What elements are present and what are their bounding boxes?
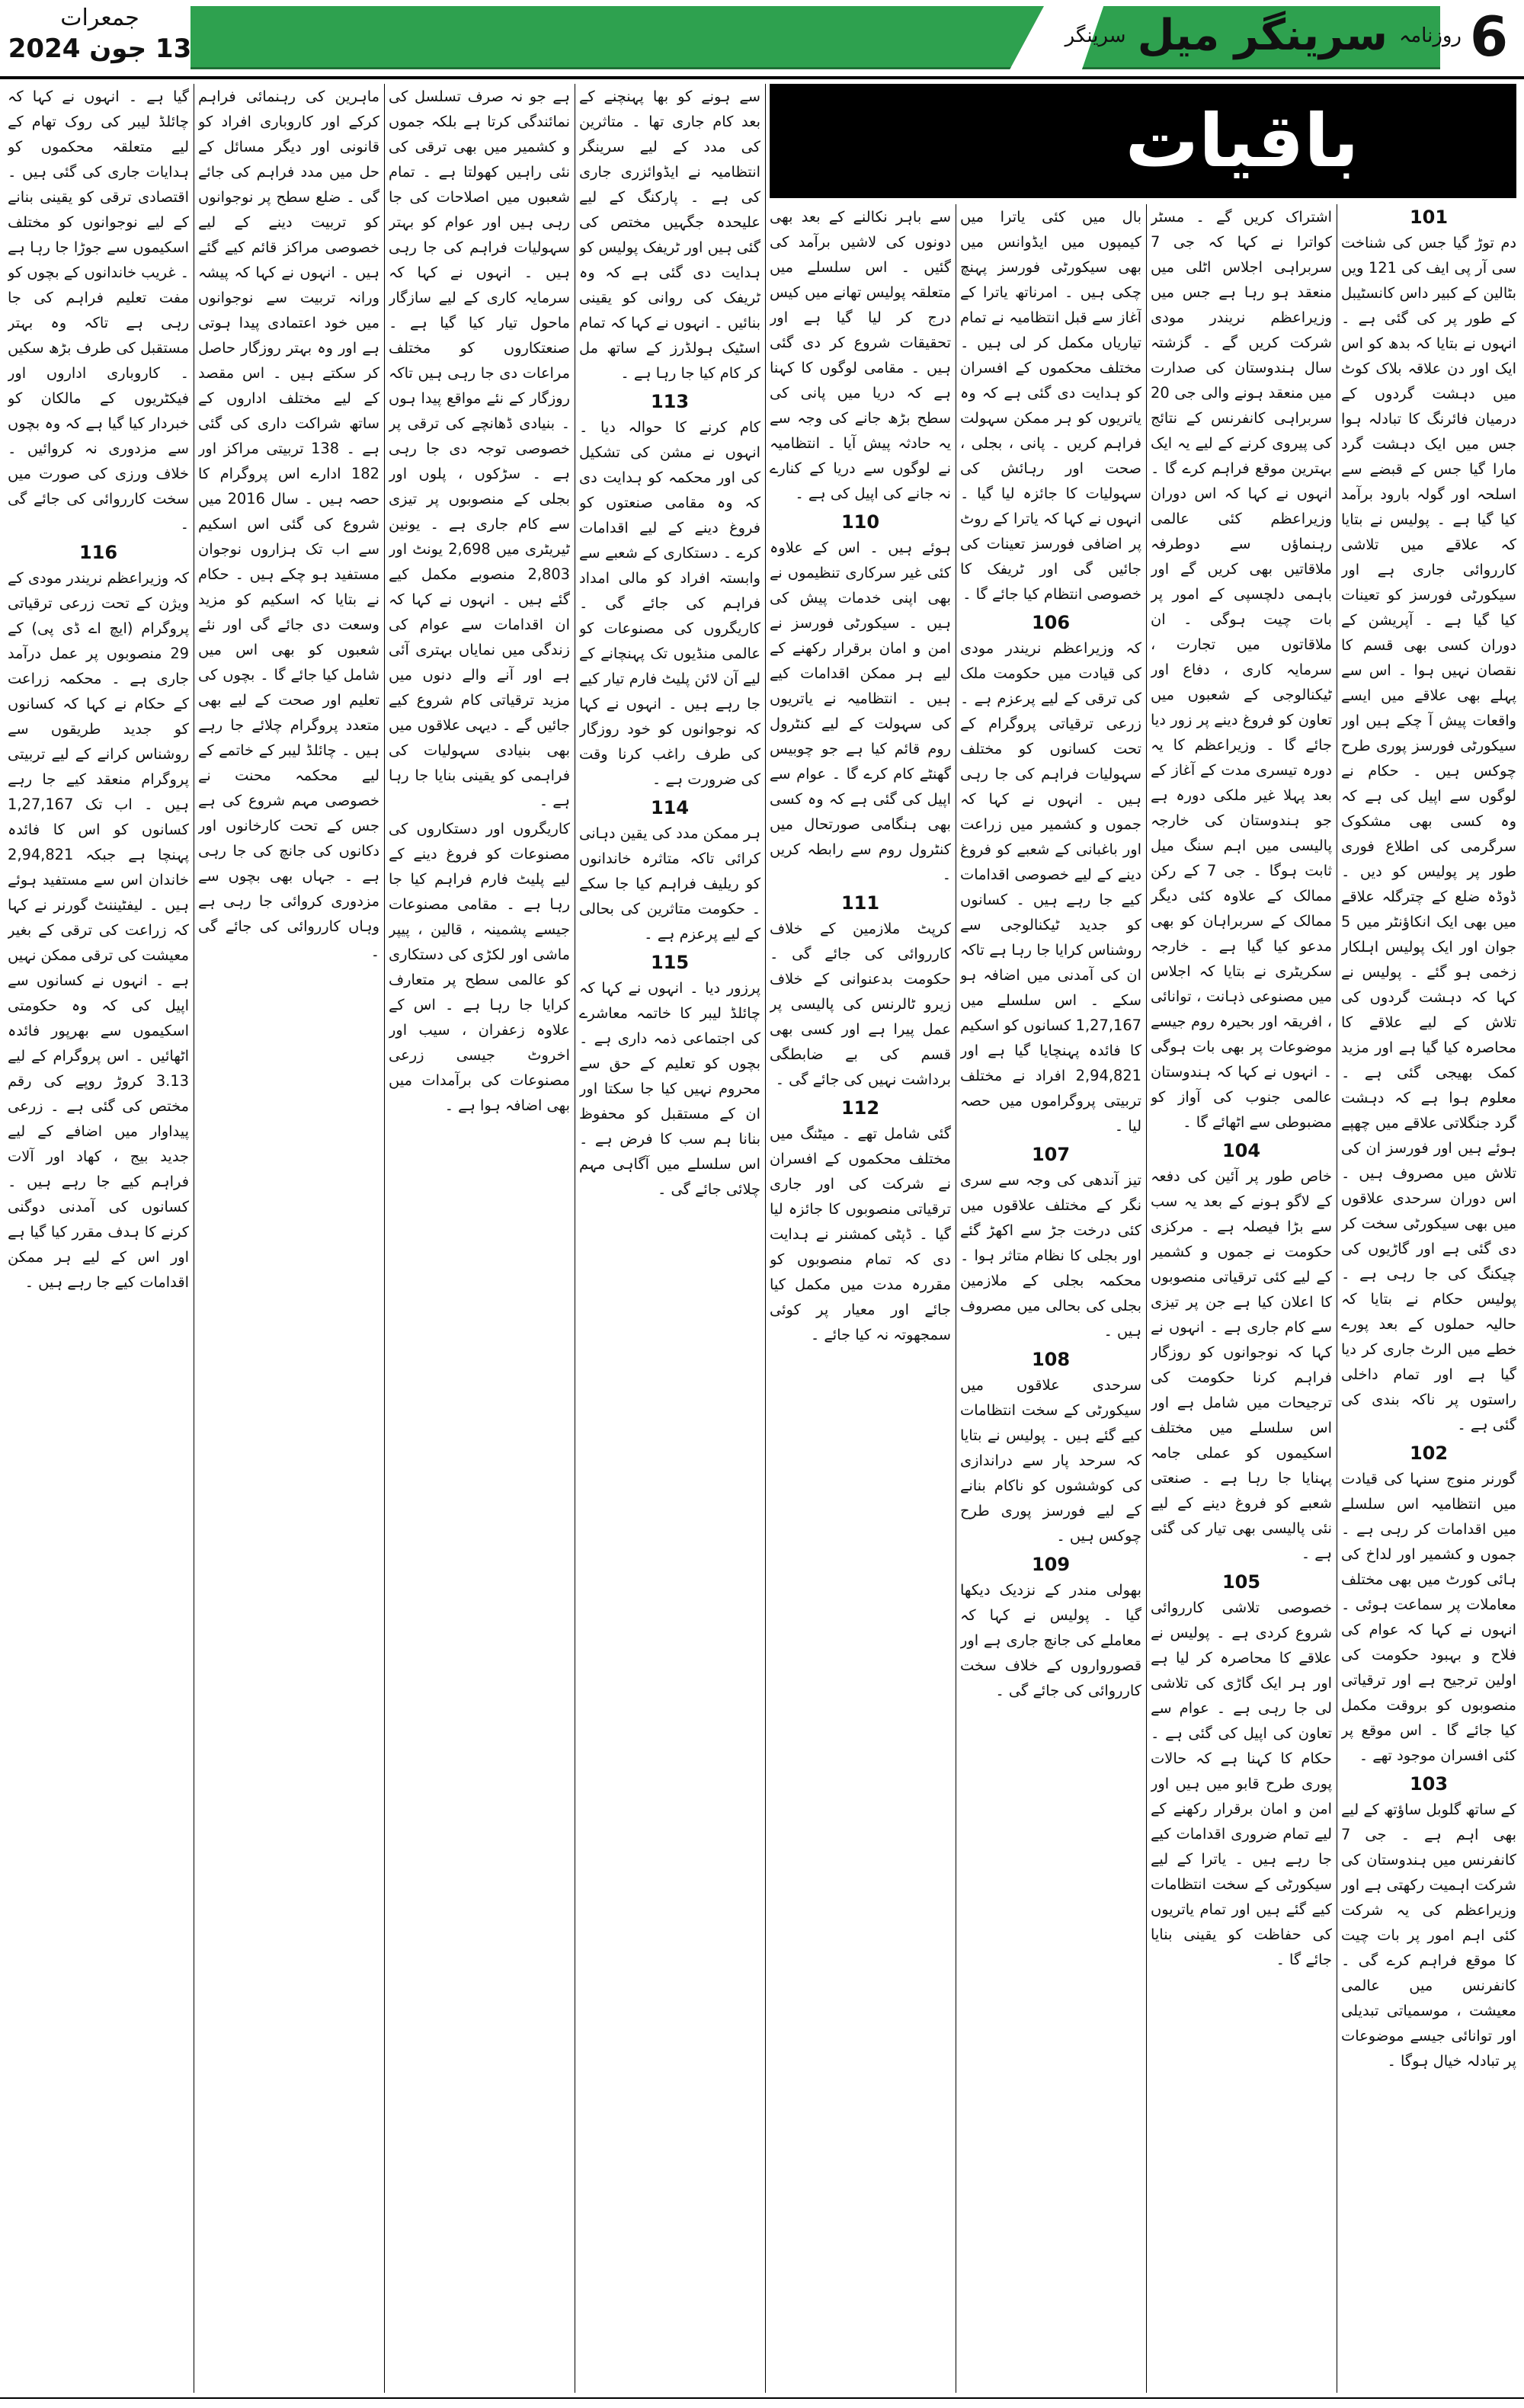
item-number: 109	[1031, 1554, 1071, 1575]
header-band-left	[190, 6, 1044, 69]
story-text: گیا ہے ۔ انہوں نے کہا کہ چائلڈ لیبر کی روک تھام کے لیے متعلقہ محکموں کو ہدایات جاری کی گئی ہیں ۔ اقتصادی ترقی کو یقینی بنانے کے لیے نوجوانوں کو مختلف اسکیموں سے جوڑا جا رہا ہے ۔ غریب خاندانوں کے بچوں کو مفت تعلیم فراہم کی جا رہی ہے تاکہ وہ بہتر مستقبل کی طرف بڑھ سکیں ۔ کاروباری اداروں اور فیکٹریوں کے مالکان کو خبردار کیا گیا ہے کہ وہ بچوں سے مزدوری نہ کروائیں ۔ خلاف ورزی کی صورت میں سخت کارروائی کی جائے گی ۔	[8, 88, 189, 533]
masthead-prefix: روزنامہ	[1399, 24, 1462, 47]
story-text: اشتراک کریں گے ۔ مسٹر کواترا نے کہا کہ جی 7 سربراہی اجلاس اٹلی میں منعقد ہو رہا ہے جس میں وزیراعظم نریندر مودی شرکت کریں گے ۔ گزشتہ سال ہندوستان کی صدارت میں منعقد ہونے والی جی 20 سربراہی کانفرنس کے نتائج کی پیروی کرنے کے لیے یہ ایک بہترین موقع فراہم کرے گا ۔ انہوں نے کہا کہ اس دوران وزیراعظم کئی عالمی رہنماؤں سے دوطرفہ ملاقاتیں بھی کریں گے اور باہمی دلچسپی کے امور پر بات چیت ہوگی ۔ ان ملاقاتوں میں تجارت ، سرمایہ کاری ، دفاع اور ٹیکنالوجی کے شعبوں میں تعاون کو فروغ دینے پر زور دیا جائے گا ۔ وزیراعظم کا یہ دورہ تیسری مدت کے آغاز کے بعد پہلا غیر ملکی دورہ ہے جو ہندوستان کی خارجہ پالیسی میں اہم سنگ میل ثابت ہوگا ۔ جی 7 کے رکن ممالک کے علاوہ کئی دیگر ممالک کے سربراہان کو بھی مدعو کیا گیا ہے ۔ خارجہ سکریٹری نے بتایا کہ اجلاس میں مصنوعی ذہانت ، توانائی ، افریقہ اور بحیرہ روم جیسے موضوعات پر بھی بات ہوگی ۔ انہوں نے کہا کہ ہندوستان عالمی جنوب کی آواز کو مضبوطی سے اٹھائے گا ۔	[1151, 208, 1332, 1131]
item-number: 105	[1221, 1571, 1261, 1593]
story-text: کہ وزیراعظم نریندر مودی کے ویژن کے تحت زرعی ترقیاتی پروگرام (ایچ اے ڈی پی) کے 29 منصوبوں پر عمل درآمد جاری ہے ۔ محکمہ زراعت کے حکام نے کہا کہ کسانوں کو جدید طریقوں سے روشناس کرانے کے لیے تربیتی پروگرام منعقد کیے جا رہے ہیں ۔ اب تک 1,27,167 کسانوں کو اس کا فائدہ پہنچا ہے جبکہ 2,94,821 خاندان اس سے مستفید ہوئے ہیں ۔ لیفٹیننٹ گورنر نے کہا کہ زراعت کی ترقی کے بغیر معیشت کی ترقی ممکن نہیں ہے ۔ انہوں نے کسانوں سے اپیل کی کہ وہ حکومتی اسکیموں سے بھرپور فائدہ اٹھائیں ۔ اس پروگرام کے لیے 3.13 کروڑ روپے کی رقم مختص کی گئی ہے ۔ زرعی پیداوار میں اضافے کے لیے جدید بیج ، کھاد اور آلات فراہم کیے جا رہے ہیں ۔ کسانوں کی آمدنی دوگنی کرنے کا ہدف مقرر کیا گیا ہے اور اس کے لیے ہر ممکن اقدامات کیے جا رہے ہیں ۔	[8, 569, 189, 1291]
column-rule	[765, 84, 766, 2393]
story-text: بال میں کئی یاترا میں کیمپوں میں ایڈوانس میں بھی سیکورٹی فورسز پہنچ چکی ہیں ۔ امرناتھ یاترا کے آغاز سے قبل انتظامیہ نے تمام تیاریاں مکمل کر لی ہیں ۔ مختلف محکموں کے افسران کو ہدایت دی گئی ہے کہ وہ یاتریوں کو ہر ممکن سہولت فراہم کریں ۔ پانی ، بجلی ، صحت اور رہائش کی سہولیات کا جائزہ لیا گیا ۔ انہوں نے کہا کہ یاترا کے روٹ پر اضافی فورسز تعینات کی جائیں گی اور ٹریفک کا خصوصی انتظام کیا جائے گا ۔	[960, 208, 1141, 603]
issue-date: 13 جون 2024	[8, 34, 192, 64]
story-text: خصوصی تلاشی کارروائی شروع کردی ہے ۔ پولیس نے علاقے کا محاصرہ کر لیا ہے اور ہر ایک گاڑی کی تلاشی لی جا رہی ہے ۔ عوام سے تعاون کی اپیل کی گئی ہے ۔ حکام کا کہنا ہے کہ حالات پوری طرح قابو میں ہیں اور امن و امان برقرار رکھنے کے لیے تمام ضروری اقدامات کیے جا رہے ہیں ۔ یاترا کے لیے سیکورٹی کے سخت انتظامات کیے گئے ہیں اور تمام یاتریوں کی حفاظت کو یقینی بنایا جائے گا ۔	[1151, 1599, 1332, 1968]
item-number: 106	[1031, 612, 1071, 633]
story-text: سرحدی علاقوں میں سیکورٹی کے سخت انتظامات کیے گئے ہیں ۔ پولیس نے بتایا کہ سرحد پار سے دراندازی کی کوششوں کو ناکام بنانے کے لیے فورسز پوری طرح چوکس ہیں ۔	[960, 1376, 1141, 1545]
masthead-name: سرینگر میل	[1137, 11, 1388, 60]
news-column	[770, 204, 951, 2393]
story-text: ہوئے ہیں ۔ اس کے علاوہ کئی غیر سرکاری تنظیموں نے بھی اپنی خدمات پیش کی ہیں ۔ سیکورٹی فورسز نے امن و امان برقرار رکھنے کے لیے ہر ممکن اقدامات کیے ہیں ۔ انتظامیہ نے یاتریوں کی سہولت کے لیے کنٹرول روم قائم کیا ہے جو چوبیس گھنٹے کام کرے گا ۔ عوام سے اپیل کی گئی ہے کہ وہ کسی بھی ہنگامی صورتحال میں کنٹرول روم سے رابطہ کریں ۔	[770, 539, 951, 883]
story-text: دم توڑ گیا جس کی شناخت سی آر پی ایف کی 121 ویں بٹالین کے کبیر داس کانسٹیبل کے طور پر کی گئی ہے ۔ انہوں نے بتایا کہ بدھ کو اس ایک اور دن علاقہ بلاک کوٹ میں دہشت گردوں کے درمیان فائرنگ کا تبادلہ ہوا جس میں ایک دہشت گرد مارا گیا جس کے قبضے سے اسلحہ اور گولہ بارود برآمد کیا گیا ہے ۔ پولیس نے بتایا کہ علاقے میں تلاشی کارروائی جاری ہے اور سیکورٹی فورسز کو تعینات کیا گیا ہے ۔ آپریشن کے دوران کسی بھی قسم کا نقصان نہیں ہوا ۔ اس سے پہلے بھی علاقے میں ایسے واقعات پیش آ چکے ہیں اور سیکورٹی فورسز پوری طرح چوکس ہیں ۔ حکام نے لوگوں سے اپیل کی ہے کہ وہ کسی بھی مشکوک سرگرمی کی اطلاع فوری طور پر پولیس کو دیں ۔ ڈوڈہ ضلع کے چترگلہ علاقے میں بھی ایک انکاؤنٹر میں 5 جوان اور ایک پولیس اہلکار زخمی ہو گئے ۔ پولیس نے کہا کہ دہشت گردوں کی تلاش کے لیے علاقے کا محاصرہ کیا گیا ہے اور مزید کمک بھیجی گئی ہے ۔ معلوم ہوا ہے کہ دہشت گرد جنگلاتی علاقے میں چھپے ہوئے ہیں اور فورسز ان کی تلاش میں مصروف ہیں ۔ اس دوران سرحدی علاقوں میں بھی سیکورٹی سخت کر دی گئی ہے اور گاڑیوں کی چیکنگ کی جا رہی ہے ۔ پولیس حکام نے بتایا کہ حالیہ حملوں کے بعد پورے خطے میں الرٹ جاری کر دیا گیا ہے اور تمام داخلی راستوں پر ناکہ بندی کی گئی ہے ۔	[1341, 234, 1516, 1433]
story-text: ہے جو نہ صرف تسلسل کی نمائندگی کرتا ہے بلکہ جموں و کشمیر میں بھی ترقی کی نئی راہیں کھولتا ہے ۔ تمام شعبوں میں اصلاحات کی جا رہی ہیں اور عوام کو بہتر سہولیات فراہم کی جا رہی ہیں ۔ انہوں نے کہا کہ سرمایہ کاری کے لیے سازگار ماحول تیار کیا گیا ہے ۔ صنعتکاروں کو مختلف مراعات دی جا رہی ہیں تاکہ روزگار کے نئے مواقع پیدا ہوں ۔ بنیادی ڈھانچے کی ترقی پر خصوصی توجہ دی جا رہی ہے ۔ سڑکوں ، پلوں اور بجلی کے منصوبوں پر تیزی سے کام جاری ہے ۔ یونین ٹیریٹری میں 2,698 یونٹ اور 2,803 منصوبے مکمل کیے گئے ہیں ۔ انہوں نے کہا کہ ان اقدامات سے عوام کی زندگی میں نمایاں بہتری آئی ہے اور آنے والے دنوں میں مزید ترقیاتی کام شروع کیے جائیں گے ۔ دیہی علاقوں میں بھی بنیادی سہولیات کی فراہمی کو یقینی بنایا جا رہا ہے ۔	[389, 88, 570, 809]
story-text: پرزور دیا ۔ انہوں نے کہا کہ چائلڈ لیبر کا خاتمہ معاشرے کی اجتماعی ذمہ داری ہے ۔ بچوں کو تعلیم کے حق سے محروم نہیں کیا جا سکتا اور ان کے مستقبل کو محفوظ بنانا ہم سب کا فرض ہے ۔ اس سلسلے میں آگاہی مہم چلائی جائے گی ۔	[579, 979, 760, 1198]
item-number: 110	[840, 511, 880, 533]
story-text: خاص طور پر آئین کی دفعہ کے لاگو ہونے کے بعد یہ سب سے بڑا فیصلہ ہے ۔ مرکزی حکومت نے جموں و کشمیر کے لیے کئی ترقیاتی منصوبوں کا اعلان کیا ہے جن پر تیزی سے کام جاری ہے ۔ انہوں نے کہا کہ نوجوانوں کو روزگار فراہم کرنا حکومت کی ترجیحات میں شامل ہے اور اس سلسلے میں مختلف اسکیموں کو عملی جامہ پہنایا جا رہا ہے ۔ صنعتی شعبے کو فروغ دینے کے لیے نئی پالیسی بھی تیار کی گئی ہے ۔	[1151, 1167, 1332, 1562]
item-number: 113	[650, 391, 690, 412]
news-column	[960, 204, 1141, 2393]
issue-day: جمعرات	[60, 5, 139, 31]
news-column	[1151, 204, 1332, 2393]
item-number: 115	[650, 952, 690, 973]
story-text: کرپٹ ملازمین کے خلاف کارروائی کی جائے گی ۔ حکومت بدعنوانی کے خلاف زیرو ٹالرنس کی پالیسی پر عمل پیرا ہے اور کسی بھی قسم کی بے ضابطگی برداشت نہیں کی جائے گی ۔	[770, 920, 951, 1088]
story-text: ماہرین کی رہنمائی فراہم کرکے اور کاروباری افراد کو قانونی اور دیگر مسائل کے حل میں مدد فراہم کی جائے گی ۔ ضلع سطح پر نوجوانوں کو تربیت دینے کے لیے خصوصی مراکز قائم کیے گئے ہیں ۔ انہوں نے کہا کہ پیشہ ورانہ تربیت سے نوجوانوں میں خود اعتمادی پیدا ہوتی ہے اور وہ بہتر روزگار حاصل کر سکتے ہیں ۔ اس مقصد کے لیے مختلف اداروں کے ساتھ شراکت داری کی گئی ہے ۔ 138 تربیتی مراکز اور 182 ادارے اس پروگرام کا حصہ ہیں ۔ سال 2016 میں شروع کی گئی اس اسکیم سے اب تک ہزاروں نوجوان مستفید ہو چکے ہیں ۔ حکام نے بتایا کہ اسکیم کو مزید وسعت دی جائے گی اور نئے شعبوں کو بھی اس میں شامل کیا جائے گا ۔ بچوں کی تعلیم اور صحت کے لیے بھی متعدد پروگرام چلائے جا رہے ہیں ۔ چائلڈ لیبر کے خاتمے کے لیے محکمہ محنت نے خصوصی مہم شروع کی ہے جس کے تحت کارخانوں اور دکانوں کی جانچ کی جا رہی ہے ۔ جہاں بھی بچوں سے مزدوری کروائی جا رہی ہے وہاں کارروائی کی جائے گی ۔	[198, 88, 379, 960]
news-column	[1341, 204, 1516, 2393]
item-number: 108	[1031, 1349, 1071, 1370]
header-rule	[0, 76, 1524, 79]
masthead	[1065, 11, 1462, 64]
section-title-block	[770, 84, 1516, 198]
section-title: باقیات	[1125, 98, 1359, 184]
column-rule	[1146, 204, 1147, 2393]
story-text: کہ وزیراعظم نریندر مودی کی قیادت میں حکومت ملک کی ترقی کے لیے پرعزم ہے ۔ زرعی ترقیاتی پروگرام کے تحت کسانوں کو مختلف سہولیات فراہم کی جا رہی ہیں ۔ انہوں نے کہا کہ جموں و کشمیر میں زراعت اور باغبانی کے شعبے کو فروغ دینے کے لیے خصوصی اقدامات کیے جا رہے ہیں ۔ کسانوں کو جدید ٹیکنالوجی سے روشناس کرایا جا رہا ہے تاکہ ان کی آمدنی میں اضافہ ہو سکے ۔ اس سلسلے میں 1,27,167 کسانوں کو اسکیم کا فائدہ پہنچایا گیا ہے اور 2,94,821 افراد نے مختلف تربیتی پروگراموں میں حصہ لیا ۔	[960, 639, 1141, 1135]
item-number: 101	[1409, 207, 1449, 228]
news-column	[8, 84, 189, 2393]
item-number: 114	[650, 797, 690, 818]
story-text: کے ساتھ گلوبل ساؤتھ کے لیے بھی اہم ہے ۔ جی 7 کانفرنس میں ہندوستان کی شرکت اہمیت رکھتی ہے اور وزیراعظم کی یہ شرکت کئی اہم امور پر بات چیت کا موقع فراہم کرے گی ۔ کانفرنس میں عالمی معیشت ، موسمیاتی تبدیلی اور توانائی جیسے موضوعات پر تبادلہ خیال ہوگا ۔	[1341, 1801, 1516, 2070]
column-rule	[384, 84, 385, 2393]
story-text: ہر ممکن مدد کی یقین دہانی کرائی تاکہ متاثرہ خاندانوں کو ریلیف فراہم کیا جا سکے ۔ حکومت متاثرین کی بحالی کے لیے پرعزم ہے ۔	[579, 825, 760, 943]
news-column	[579, 84, 760, 2393]
story-text: بھولی مندر کے نزدیک دیکھا گیا ۔ پولیس نے کہا کہ معاملے کی جانچ جاری ہے اور قصورواروں کے خلاف سخت کارروائی کی جائے گی ۔	[960, 1581, 1141, 1699]
item-number: 107	[1031, 1144, 1071, 1165]
story-text: کاریگروں اور دستکاروں کی مصنوعات کو فروغ دینے کے لیے پلیٹ فارم فراہم کیا جا رہا ہے ۔ مقامی مصنوعات جیسے پشمینہ ، قالین ، پیپر ماشی اور لکڑی کی دستکاری کو عالمی سطح پر متعارف کرایا جا رہا ہے ۔ اس کے علاوہ زعفران ، سیب اور اخروٹ جیسی زرعی مصنوعات کی برآمدات میں بھی اضافہ ہوا ہے ۔	[389, 820, 570, 1114]
page-number: 6	[1469, 5, 1509, 69]
masthead-city: سرینگر	[1065, 24, 1126, 47]
item-number: 102	[1409, 1443, 1449, 1464]
story-text: کام کرنے کا حوالہ دیا ۔ انہوں نے مشن کی تشکیل کی اور محکمہ کو ہدایت دی کہ وہ مقامی صنعتوں کو فروغ دینے کے لیے اقدامات کرے ۔ دستکاری کے شعبے سے وابستہ افراد کو مالی امداد فراہم کی جائے گی ۔ کاریگروں کی مصنوعات کو عالمی منڈیوں تک پہنچانے کے لیے آن لائن پلیٹ فارم تیار کیے جا رہے ہیں ۔ انہوں نے کہا کہ نوجوانوں کو خود روزگار کی طرف راغب کرنا وقت کی ضرورت ہے ۔	[579, 418, 760, 788]
story-text: تیز آندھی کی وجہ سے سری نگر کے مختلف علاقوں میں کئی درخت جڑ سے اکھڑ گئے اور بجلی کا نظام متاثر ہوا ۔ محکمہ بجلی کے ملازمین بجلی کی بحالی میں مصروف ہیں ۔	[960, 1171, 1141, 1340]
item-number: 116	[78, 542, 118, 563]
page-header	[0, 0, 1524, 79]
news-column	[389, 84, 570, 2393]
story-text: سے باہر نکالنے کے بعد بھی دونوں کی لاشیں برآمد کی گئیں ۔ اس سلسلے میں متعلقہ پولیس تھانے میں کیس درج کر لیا گیا ہے اور تحقیقات شروع کر دی گئی ہیں ۔ مقامی لوگوں کا کہنا ہے کہ دریا میں پانی کی سطح بڑھ جانے کی وجہ سے یہ حادثہ پیش آیا ۔ انتظامیہ نے لوگوں سے دریا کے کنارے نہ جانے کی اپیل کی ہے ۔	[770, 208, 951, 502]
item-number: 112	[840, 1097, 880, 1119]
footer-rule	[0, 2397, 1524, 2399]
item-number: 111	[840, 892, 880, 914]
story-text: گئی شامل تھے ۔ میٹنگ میں مختلف محکموں کے افسران نے شرکت کی اور جاری ترقیاتی منصوبوں کا جائزہ لیا گیا ۔ ڈپٹی کمشنر نے ہدایت دی کہ تمام منصوبوں کو مقررہ مدت میں مکمل کیا جائے اور معیار پر کوئی سمجھوتہ نہ کیا جائے ۔	[770, 1125, 951, 1343]
item-number: 103	[1409, 1773, 1449, 1795]
date-box	[5, 5, 195, 72]
story-text: گورنر منوج سنہا کی قیادت میں انتظامیہ اس سلسلے میں اقدامات کر رہی ہے ۔ جموں و کشمیر اور لداخ کی ہائی کورٹ میں بھی مختلف معاملات پر سماعت ہوئی ۔ انہوں نے کہا کہ عوام کی فلاح و بہبود حکومت کی اولین ترجیح ہے اور ترقیاتی منصوبوں کو بروقت مکمل کیا جائے گا ۔ اس موقع پر کئی افسران موجود تھے ۔	[1341, 1470, 1516, 1764]
news-column	[198, 84, 379, 2393]
item-number: 104	[1221, 1140, 1261, 1161]
story-text: سے ہونے کو بھا پہنچنے کے بعد کام جاری تھا ۔ متاثرین کی مدد کے لیے سرینگر انتظامیہ نے ایڈوائزری جاری کی ہے ۔ پارکنگ کے لیے علیحدہ جگہیں مختص کی گئی ہیں اور ٹریفک پولیس کو ہدایت دی گئی ہے کہ وہ ٹریفک کی روانی کو یقینی بنائیں ۔ انہوں نے کہا کہ تمام اسٹیک ہولڈرز کے ساتھ مل کر کام کیا جا رہا ہے ۔	[579, 88, 760, 382]
